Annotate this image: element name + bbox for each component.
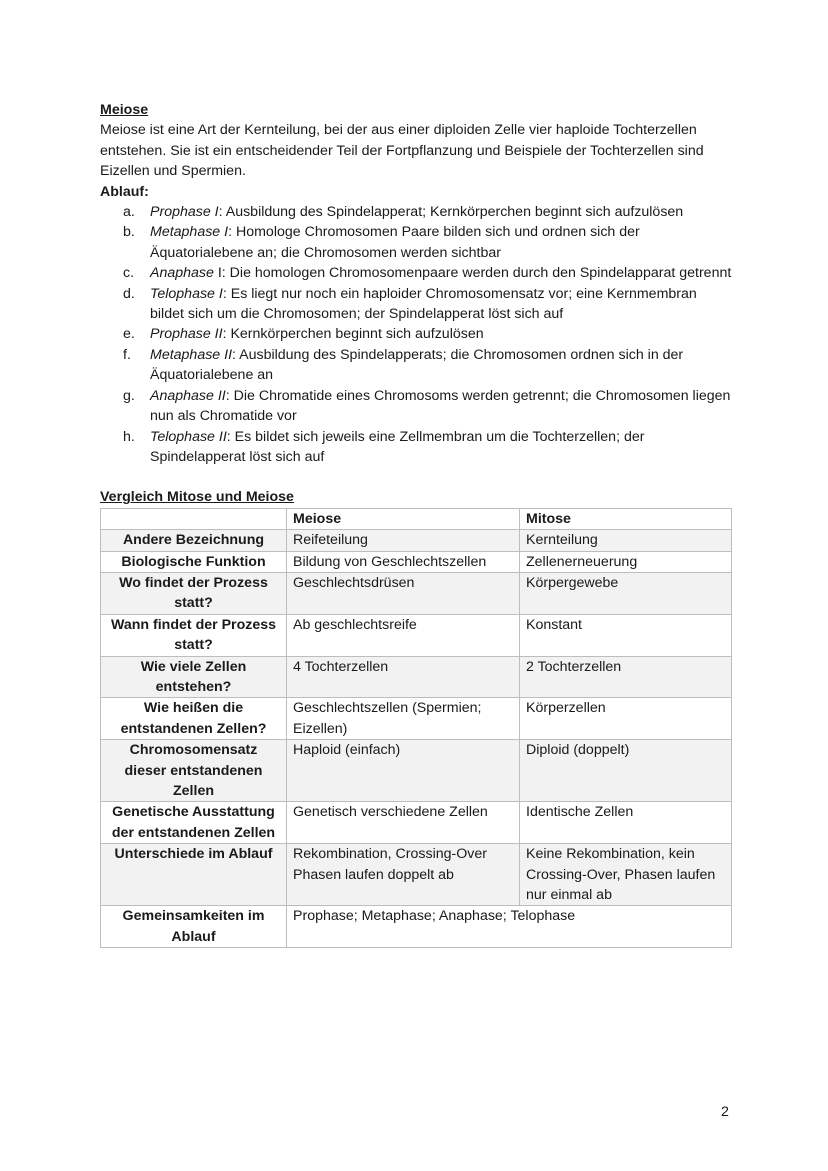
meiose-cell: Haploid (einfach) <box>287 740 520 802</box>
row-label: Wann findet der Prozess statt? <box>101 614 287 656</box>
phase-list-item <box>123 222 732 263</box>
list-marker: a. <box>123 204 135 221</box>
column-header <box>101 508 287 529</box>
table-row <box>101 530 732 551</box>
column-header: Mitose <box>520 508 732 529</box>
row-label: Biologische Funktion <box>101 551 287 572</box>
meiose-cell: 4 Tochterzellen <box>287 656 520 698</box>
intro-paragraph: Meiose ist eine Art der Kernteilung, bei der aus einer diploiden Zelle vier haploide Tochterzellen entstehen. Sie ist ein entscheidender Teil der Fortpflanzung und Beispiele der Tochterzellen sind Eizellen und Spermien. <box>100 122 704 180</box>
table-row <box>101 740 732 802</box>
phase-list-item <box>123 427 732 468</box>
phase-description: : Kernkörperchen beginnt sich aufzulösen <box>222 326 484 343</box>
mitose-cell: Zellenerneuerung <box>520 551 732 572</box>
section-title-meiose: Meiose <box>100 102 149 118</box>
row-label: Chromosomensatz dieser entstandenen Zellen <box>101 740 287 802</box>
table-row <box>101 906 732 948</box>
table-row <box>101 551 732 572</box>
row-label: Andere Bezeichnung <box>101 530 287 551</box>
meiose-cell: Genetisch verschiedene Zellen <box>287 802 520 844</box>
list-marker: b. <box>123 224 135 241</box>
comparison-title: Vergleich Mitose und Meiose <box>100 489 294 506</box>
meiose-cell: Bildung von Geschlechtszellen <box>287 551 520 572</box>
phase-description: : Die Chromatide eines Chromosoms werden getrennt; die Chromosomen liegen nun als Chromatide vor <box>150 387 731 425</box>
mitose-cell: 2 Tochterzellen <box>520 656 732 698</box>
row-label: Gemeinsamkeiten im Ablauf <box>101 906 287 948</box>
phase-description: : Homologe Chromosomen Paare bilden sich und ordnen sich der Äquatorialebene an; die Chromosomen werden sichtbar <box>150 224 640 261</box>
phase-list-item <box>123 263 732 283</box>
table-header-row <box>101 508 732 529</box>
phase-name: Anaphase <box>150 265 214 282</box>
meiose-cell: Geschlechtsdrüsen <box>287 572 520 614</box>
row-label: Unterschiede im Ablauf <box>101 844 287 906</box>
comparison-table-body <box>101 508 732 948</box>
phase-name: Prophase II <box>150 326 223 343</box>
list-marker: g. <box>123 387 135 404</box>
phase-description: I: Die homologen Chromosomenpaare werden durch den Spindelapparat getrennt <box>213 265 732 282</box>
phase-name: Telophase I <box>150 285 223 302</box>
row-label: Wo findet der Prozess statt? <box>101 572 287 614</box>
column-header: Meiose <box>287 508 520 529</box>
phase-name: Anaphase II <box>150 387 226 404</box>
row-label: Genetische Ausstattung der entstandenen Zellen <box>101 802 287 844</box>
document-page <box>100 100 732 948</box>
phase-description: : Ausbildung des Spindelapperat; Kernkörperchen beginnt sich aufzulösen <box>218 204 684 221</box>
row-label: Wie heißen die entstandenen Zellen? <box>101 698 287 740</box>
table-row <box>101 844 732 906</box>
phase-name: Metaphase II <box>150 346 233 363</box>
phase-description: : Es liegt nur noch ein haploider Chromosomensatz vor; eine Kernmembran bildet sich um die Chromosomen; der Spindelapperat löst sich auf <box>150 285 697 323</box>
table-row <box>101 698 732 740</box>
meiose-cell: Geschlechtszellen (Spermien; Eizellen) <box>287 698 520 740</box>
list-marker: h. <box>123 428 135 445</box>
list-marker: f. <box>123 346 131 363</box>
phase-description: : Ausbildung des Spindelapperats; die Chromosomen ordnen sich in der Äquatorialebene an <box>150 346 684 384</box>
list-marker: e. <box>123 326 135 343</box>
mitose-cell: Kernteilung <box>520 530 732 551</box>
row-label: Wie viele Zellen entstehen? <box>101 656 287 698</box>
phase-list-item <box>123 202 732 222</box>
meiose-cell: Ab geschlechtsreife <box>287 614 520 656</box>
mitose-cell: Keine Rekombination, kein Crossing-Over, Phasen laufen nur einmal ab <box>520 844 732 906</box>
phase-list-item <box>123 284 732 325</box>
phase-name: Telophase II <box>150 428 227 445</box>
phase-list-item <box>123 345 732 386</box>
meiose-cell: Rekombination, Crossing-Over Phasen laufen doppelt ab <box>287 844 520 906</box>
table-row <box>101 802 732 844</box>
mitose-cell: Diploid (doppelt) <box>520 740 732 802</box>
phase-list-item <box>123 386 732 427</box>
table-row <box>101 656 732 698</box>
phase-description: : Es bildet sich jeweils eine Zellmembran um die Tochterzellen; der Spindelapperat löst sich auf <box>150 428 645 465</box>
phase-list <box>100 202 732 467</box>
table-row <box>101 614 732 656</box>
phase-name: Metaphase I <box>150 224 229 241</box>
list-marker: d. <box>123 285 135 302</box>
phase-list-item <box>123 324 732 344</box>
mitose-cell: Identische Zellen <box>520 802 732 844</box>
comparison-table <box>100 508 732 949</box>
shared-cell: Prophase; Metaphase; Anaphase; Telophase <box>287 906 732 948</box>
page-number: 2 <box>721 1104 729 1120</box>
phase-name: Prophase I <box>150 204 219 221</box>
mitose-cell: Körpergewebe <box>520 572 732 614</box>
list-marker: c. <box>123 265 135 282</box>
table-row <box>101 572 732 614</box>
mitose-cell: Körperzellen <box>520 698 732 740</box>
meiose-cell: Reifeteilung <box>287 530 520 551</box>
ablauf-label: Ablauf: <box>100 183 149 200</box>
mitose-cell: Konstant <box>520 614 732 656</box>
